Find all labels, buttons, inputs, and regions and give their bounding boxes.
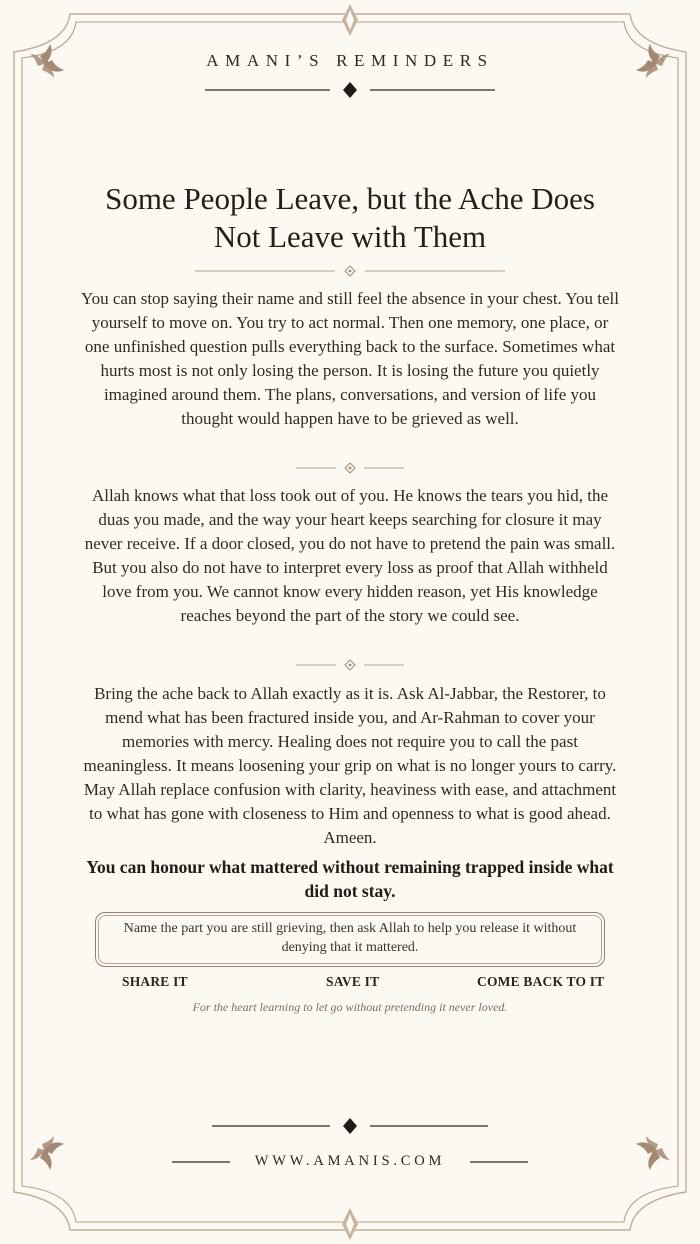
paragraph-1: You can stop saying their name and still feel the absence in your chest. You tell yourself to move on. You try to act normal. Then one memory, one place, or one unfinished question pulls everything back to the surface. Sometimes what hurts most is not only losing the person. It is losing the future you quietly imagined around them. The plans, conversations, and version of life you thought would happen have to be grieved as well. <box>81 289 619 428</box>
come-back-button[interactable]: COME BACK TO IT <box>477 974 605 989</box>
website-link[interactable]: WWW.AMANIS.COM <box>254 1153 446 1169</box>
reflection-prompt-text: Name the part you are still grieving, then ask Allah to help you release it without denying that it mattered. <box>123 921 577 955</box>
closing-statement: You can honour what mattered without remaining trapped inside what did not stay. <box>86 857 614 901</box>
page-title <box>60 180 640 256</box>
save-it-button[interactable]: SAVE IT <box>326 974 380 989</box>
footer-note: For the heart learning to let go without pretending it never loved. <box>192 1000 508 1014</box>
title-line-2: Not Leave with Them <box>213 219 487 254</box>
paragraph-2: Allah knows what that loss took out of you. He knows the tears you hid, the duas you made, and the way your heart keeps searching for closure it may never receive. If a door closed, you do not have to pretend the pain was small. But you also do not have to interpret every loss as proof that Allah withheld love from you. We cannot know every hidden reason, yet His knowledge reaches beyond the part of the story we could see. <box>84 486 616 625</box>
share-it-button[interactable]: SHARE IT <box>122 974 188 989</box>
brand-name: AMANI’S REMINDERS <box>206 51 494 70</box>
paragraph-3: Bring the ache back to Allah exactly as it is. Ask Al-Jabbar, the Restorer, to mend what has been fractured inside you, and Ar-Rahman to cover your memories with mercy. Healing does not require you to call the past meaningless. It means loosening your grip on what is no longer yours to carry. May Allah replace confusion with clarity, heaviness with ease, and attachment to what has gone with closeness to Him and openness to what is good ahead. Ameen. <box>83 684 617 847</box>
title-line-1: Some People Leave, but the Ache Does <box>105 181 595 216</box>
